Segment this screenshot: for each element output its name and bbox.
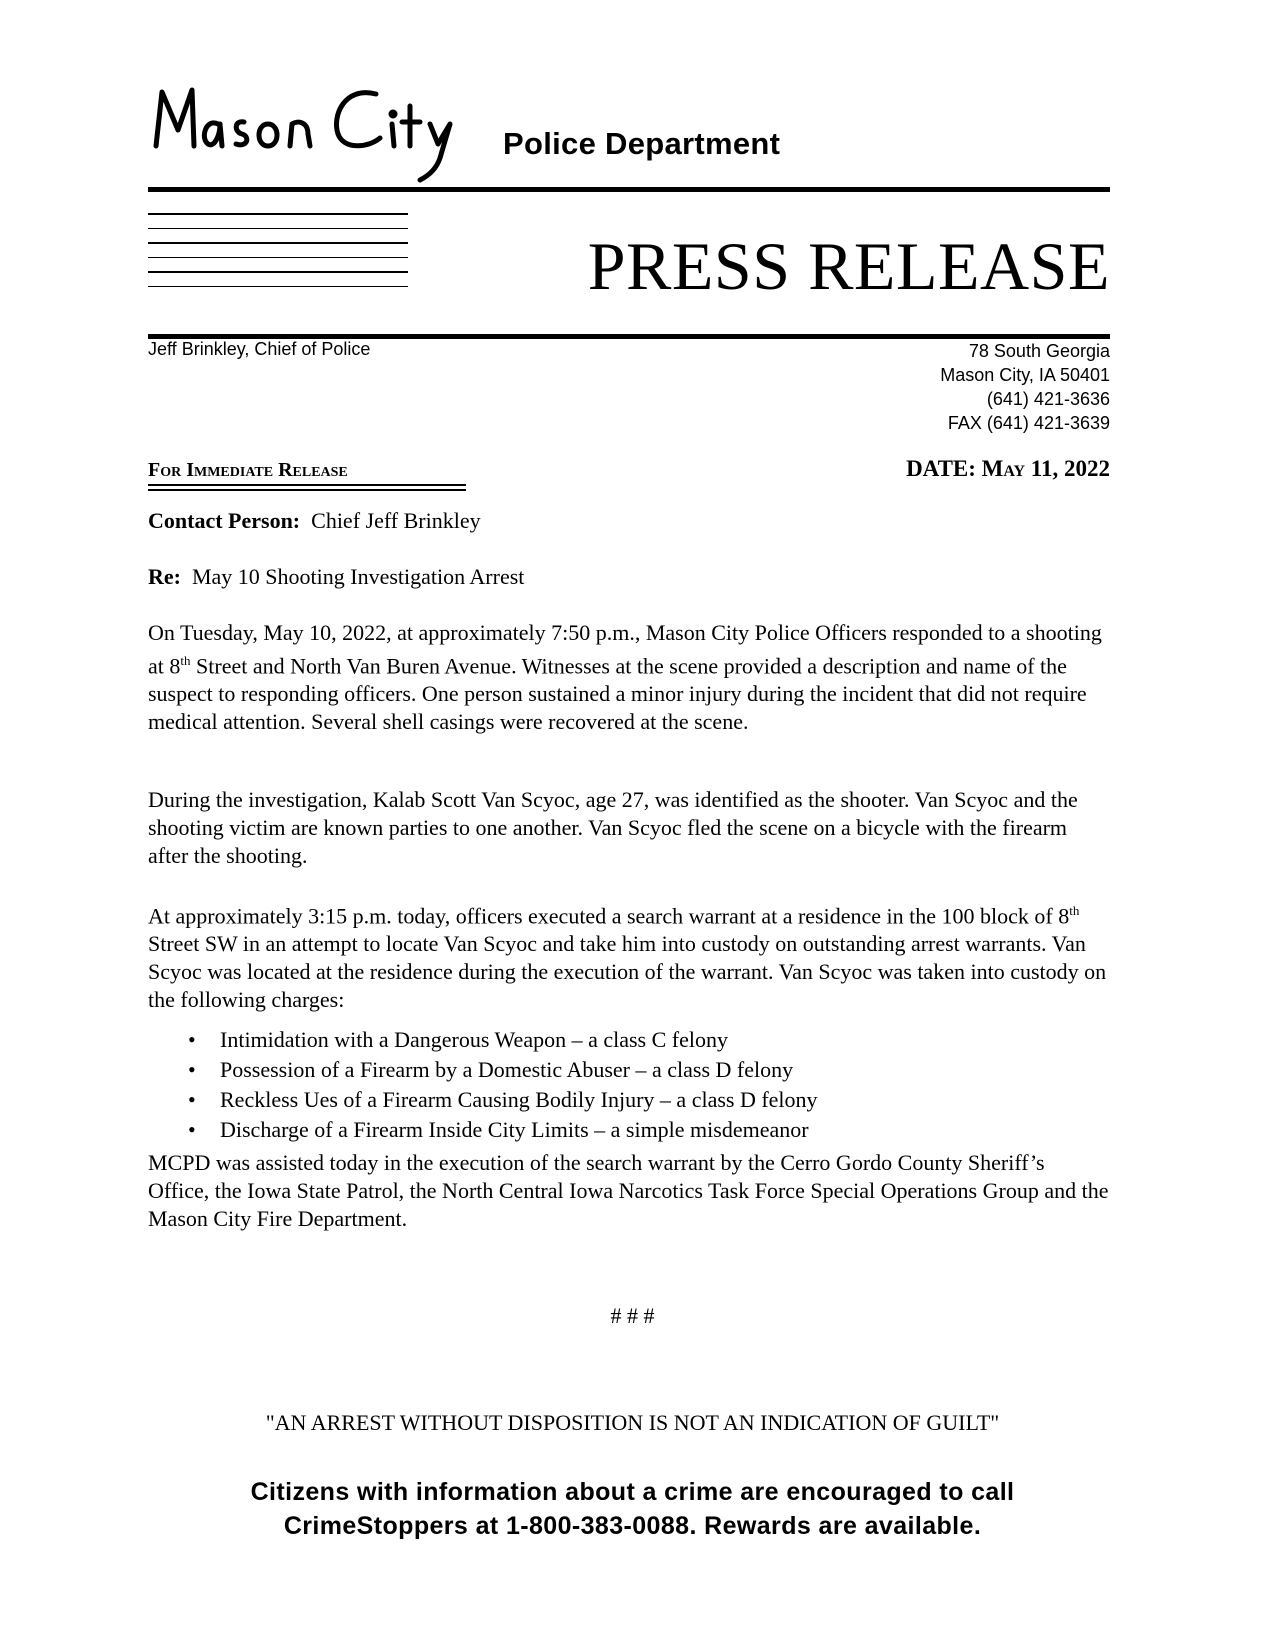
paragraph-3-sup: th (1069, 903, 1080, 918)
release-underline-1 (148, 484, 466, 486)
paragraph-3-part-b: Street SW in an attempt to locate Van Scyoc and take him into custody on outstanding arrest warrants. Van Scyoc was located at the residence during the execution of the warrant. Van Scyoc was taken into custody on the following charges: (148, 931, 1107, 1013)
mason-city-logo (148, 78, 468, 188)
charge-item: • Possession of a Firearm by a Domestic Abuser – a class D felony (188, 1055, 818, 1085)
paragraph-1-part-b: Street and North Van Buren Avenue. Witnesses at the scene provided a description and name of the suspect to responding officers. One person sustained a minor injury during the incident that did not require medical attention. Several shell casings were recovered at the scene. (148, 653, 1087, 735)
press-release-title: PRESS RELEASE (587, 228, 1110, 304)
decorative-lines (148, 213, 408, 300)
header-rule-top (148, 187, 1110, 192)
address-street: 78 South Georgia (968, 341, 1110, 361)
re-label: Re: (148, 564, 181, 589)
contact-value: Chief Jeff Brinkley (311, 508, 481, 533)
address-city: Mason City, IA 50401 (940, 365, 1110, 385)
address-fax: FAX (641) 421-3639 (947, 413, 1110, 433)
crimestoppers-line-2: CrimeStoppers at 1-800-383-0088. Rewards are available. (283, 1512, 982, 1540)
paragraph-1 (148, 619, 1110, 736)
charge-item: • Intimidation with a Dangerous Weapon – a class C felony (188, 1025, 818, 1055)
re-line (148, 563, 1110, 591)
re-value: May 10 Shooting Investigation Arrest (191, 564, 525, 589)
paragraph-3 (148, 897, 1110, 1014)
end-mark: # # # (610, 1303, 655, 1328)
paragraph-2: During the investigation, Kalab Scott Van Scyoc, age 27, was identified as the shooter. Van Scyoc and the shooting victim are known parties to one another. Van Scyoc fled the scene on a bicycle with the firearm after the shooting. (148, 787, 1078, 868)
contact-label: Contact Person: (148, 508, 301, 533)
release-underline-2 (148, 489, 466, 491)
address-phone: (641) 421-3636 (986, 389, 1110, 409)
charge-item: • Reckless Ues of a Firearm Causing Bodily Injury – a class D felony (188, 1085, 818, 1115)
charge-item: • Discharge of a Firearm Inside City Limits – a simple misdemeanor (188, 1115, 818, 1145)
department-address (940, 339, 1110, 435)
paragraph-3-part-a: At approximately 3:15 p.m. today, officers executed a search warrant at a residence in the 100 block of 8 (148, 903, 1070, 929)
contact-line (148, 507, 1110, 535)
paragraph-4: MCPD was assisted today in the execution of the search warrant by the Cerro Gordo County Sheriff’s Office, the Iowa State Patrol, the North Central Iowa Narcotics Task Force Special Operations Group and the Mason City Fire Department. (148, 1150, 1109, 1231)
charges-list (188, 1025, 818, 1145)
department-name: Police Department (503, 126, 781, 161)
paragraph-1-sup: th (180, 653, 191, 668)
paragraph-1-part-a: On Tuesday, May 10, 2022, at approximately 7:50 p.m., Mason City Police Officers responded to a shooting at 8 (148, 620, 1102, 679)
chief-of-police: Jeff Brinkley, Chief of Police (148, 339, 371, 359)
disclaimer: "AN ARREST WITHOUT DISPOSITION IS NOT AN INDICATION OF GUILT" (265, 1410, 1000, 1435)
crimestoppers-line-1: Citizens with information about a crime are encouraged to call (250, 1478, 1015, 1506)
immediate-release-label: For Immediate Release (148, 459, 348, 481)
crimestoppers-notice (0, 1475, 1265, 1543)
release-date: DATE: May 11, 2022 (906, 456, 1110, 481)
